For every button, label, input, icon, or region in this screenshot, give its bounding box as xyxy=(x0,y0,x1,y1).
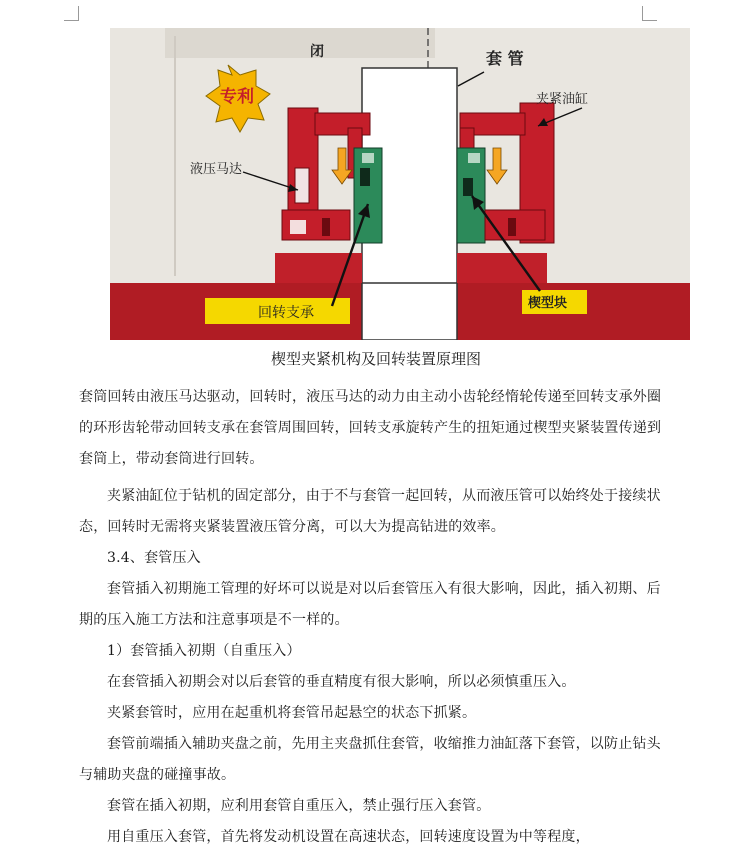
left-motor-shaft xyxy=(295,168,309,203)
paragraph-auxiliary-chuck: 套管前端插入辅助夹盘之前，先用主夹盘抓住套管，收缩推力油缸落下套管，以防止钻头与辅助夹盘的碰撞事故。 xyxy=(79,736,661,783)
casing-label: 套 管 xyxy=(486,49,524,68)
slewing-bearing-label: 回转支承 xyxy=(258,305,314,321)
clamp-mechanism-diagram xyxy=(110,28,690,340)
casing-lower xyxy=(362,283,457,340)
hydraulic-motor-label: 液压马达 xyxy=(190,162,243,177)
background-line xyxy=(174,36,176,276)
background-top-band xyxy=(165,28,435,58)
right-wedge-detail xyxy=(463,178,473,196)
paragraph-engine-setting: 用自重压入套管，首先将发动机设置在高速状态，回转速度设置为中等程度， xyxy=(107,829,590,845)
figure-diagram xyxy=(110,28,690,340)
left-gear-pin xyxy=(322,218,330,236)
page-corner-mark-left xyxy=(64,6,79,21)
left-wedge-window xyxy=(362,153,374,163)
clamp-cylinder-label: 夹紧油缸 xyxy=(536,92,589,107)
right-wedge-window xyxy=(468,153,480,163)
closed-label: 闭 xyxy=(310,44,324,60)
paragraph-insertion-management: 套管插入初期施工管理的好坏可以说是对以后套管压入有很大影响，因此，插入初期、后期的压入施工方法和注意事项是不一样的。 xyxy=(79,581,661,628)
section-heading-casing-press: 3.4、套管压入 xyxy=(107,550,201,566)
paragraph-self-weight: 套管在插入初期，应利用套管自重压入，禁止强行压入套管。 xyxy=(107,798,491,814)
figure-caption: 楔型夹紧机构及回转装置原理图 xyxy=(270,350,481,368)
document-body xyxy=(79,382,664,853)
right-gear-pin xyxy=(508,218,516,236)
page-corner-mark-right xyxy=(642,6,657,21)
platform-right xyxy=(457,253,547,283)
left-wedge-detail xyxy=(360,168,370,186)
subheading-initial-insertion: 1）套管插入初期（自重压入） xyxy=(107,643,301,659)
paragraph-clamping: 夹紧套管时，应用在起重机将套管吊起悬空的状态下抓紧。 xyxy=(107,705,477,721)
patent-label: 专利 xyxy=(220,87,254,107)
wedge-block-label: 楔型块 xyxy=(528,296,568,311)
paragraph-rotation-drive: 套筒回转由液压马达驱动，回转时，液压马达的动力由主动小齿轮经惰轮传递至回转支承外圈的环形齿轮带动回转支承在套管周围回转，回转支承旋转产生的扭矩通过楔型夹紧装置传递到套筒上，带动套筒进行回转。 xyxy=(79,389,662,467)
paragraph-vertical-accuracy: 在套管插入初期会对以后套管的垂直精度有很大影响，所以必须慎重压入。 xyxy=(107,674,576,690)
paragraph-clamp-cylinder: 夹紧油缸位于钻机的固定部分，由于不与套管一起回转，从而液压管可以始终处于接续状态，回转时无需将夹紧装置液压管分离，可以大为提高钻进的效率。 xyxy=(79,488,661,535)
left-gear-detail xyxy=(290,220,306,234)
